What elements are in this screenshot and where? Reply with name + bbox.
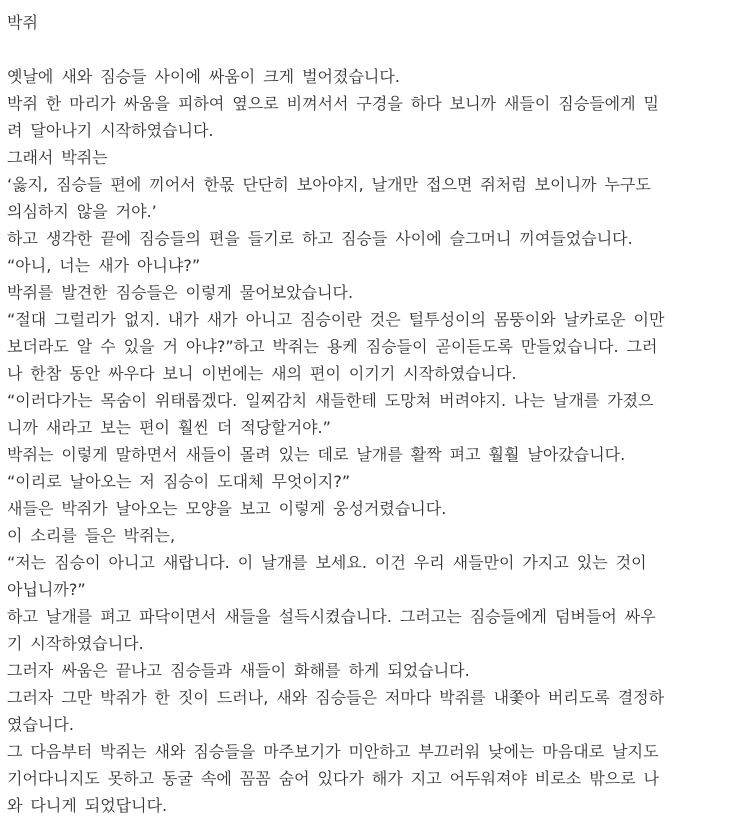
story-line: 하고 날개를 펴고 파닥이면서 새들을 설득시켰습니다. 그러고는 짐승들에게 덤벼들어 싸우 (7, 607, 656, 626)
story-line: 기어다니지도 못하고 동굴 속에 꼼꼼 숨어 있다가 해가 지고 어두워져야 비로소 밖으로 나 (7, 769, 660, 788)
story-line: 의심하지 않을 거야.’ (7, 202, 157, 221)
story-line: 그러자 그만 박쥐가 한 짓이 드러나, 새와 짐승들은 저마다 박쥐를 내쫓아 버리도록 결정하 (7, 688, 665, 707)
document-title: 박쥐 (7, 13, 38, 32)
story-line: 박쥐를 발견한 짐승들은 이렇게 물어보았습니다. (7, 283, 354, 302)
story-line: 보더라도 알 수 있을 거 아냐?”하고 박쥐는 용케 짐승들이 곧이듣도록 만들었습니다. 그러 (7, 337, 658, 356)
story-line: 박쥐 한 마리가 싸움을 피하여 옆으로 비껴서서 구경을 하다 보니까 새들이 짐승들에게 밀 (7, 94, 660, 113)
story-line: “아니, 너는 새가 아니냐?” (7, 256, 201, 275)
story-line: 니까 새라고 보는 편이 훨씬 더 적당할거야.” (7, 418, 331, 437)
blank-line (7, 36, 732, 63)
story-line: 이 소리를 들은 박쥐는, (7, 526, 176, 545)
story-line: 그래서 박쥐는 (7, 148, 108, 167)
story-line: 그 다음부터 박쥐는 새와 짐승들을 마주보기가 미안하고 부끄러워 낮에는 마음대로 날지도 (7, 742, 659, 761)
story-line: ‘옳지, 짐승들 편에 끼어서 한몫 단단히 보아야지, 날개만 접으면 쥐처럼 보이니까 누구도 (7, 175, 651, 194)
story-line: 아닙니까?” (7, 580, 86, 599)
story-line: “이러다가는 목숨이 위태롭겠다. 일찌감치 새들한테 도망쳐 버려야지. 나는 날개를 가졌으 (7, 391, 654, 410)
story-line: 와 다니게 되었답니다. (7, 796, 168, 815)
story-lines (7, 63, 732, 818)
story-line: 였습니다. (7, 715, 74, 734)
story-line: 려 달아나기 시작하였습니다. (7, 121, 214, 140)
story-line: “저는 짐승이 아니고 새랍니다. 이 날개를 보세요. 이건 우리 새들만이 가지고 있는 것이 (7, 553, 647, 572)
story-line: 옛날에 새와 짐승들 사이에 싸움이 크게 벌어졌습니다. (7, 67, 400, 86)
story-line: 나 한참 동안 싸우다 보니 이번에는 새의 편이 이기기 시작하였습니다. (7, 364, 517, 383)
story-line: 새들은 박쥐가 날아오는 모양을 보고 이렇게 웅성거렸습니다. (7, 499, 447, 518)
story-line: 기 시작하였습니다. (7, 634, 144, 653)
story-line: 그러자 싸움은 끝나고 짐승들과 새들이 화해를 하게 되었습니다. (7, 661, 470, 680)
story-line: 하고 생각한 끝에 짐승들의 편을 들기로 하고 짐승들 사이에 슬그머니 끼여들었습니다. (7, 229, 633, 248)
story-line: “이리로 날아오는 저 짐승이 도대체 무엇이지?” (7, 472, 351, 491)
story-line: 박쥐는 이렇게 말하면서 새들이 몰려 있는 데로 날개를 활짝 펴고 훨훨 날아갔습니다. (7, 445, 626, 464)
story-line: “절대 그럴리가 없지. 내가 새가 아니고 짐승이란 것은 털투성이의 몸뚱이와 날카로운 이만 (7, 310, 665, 329)
